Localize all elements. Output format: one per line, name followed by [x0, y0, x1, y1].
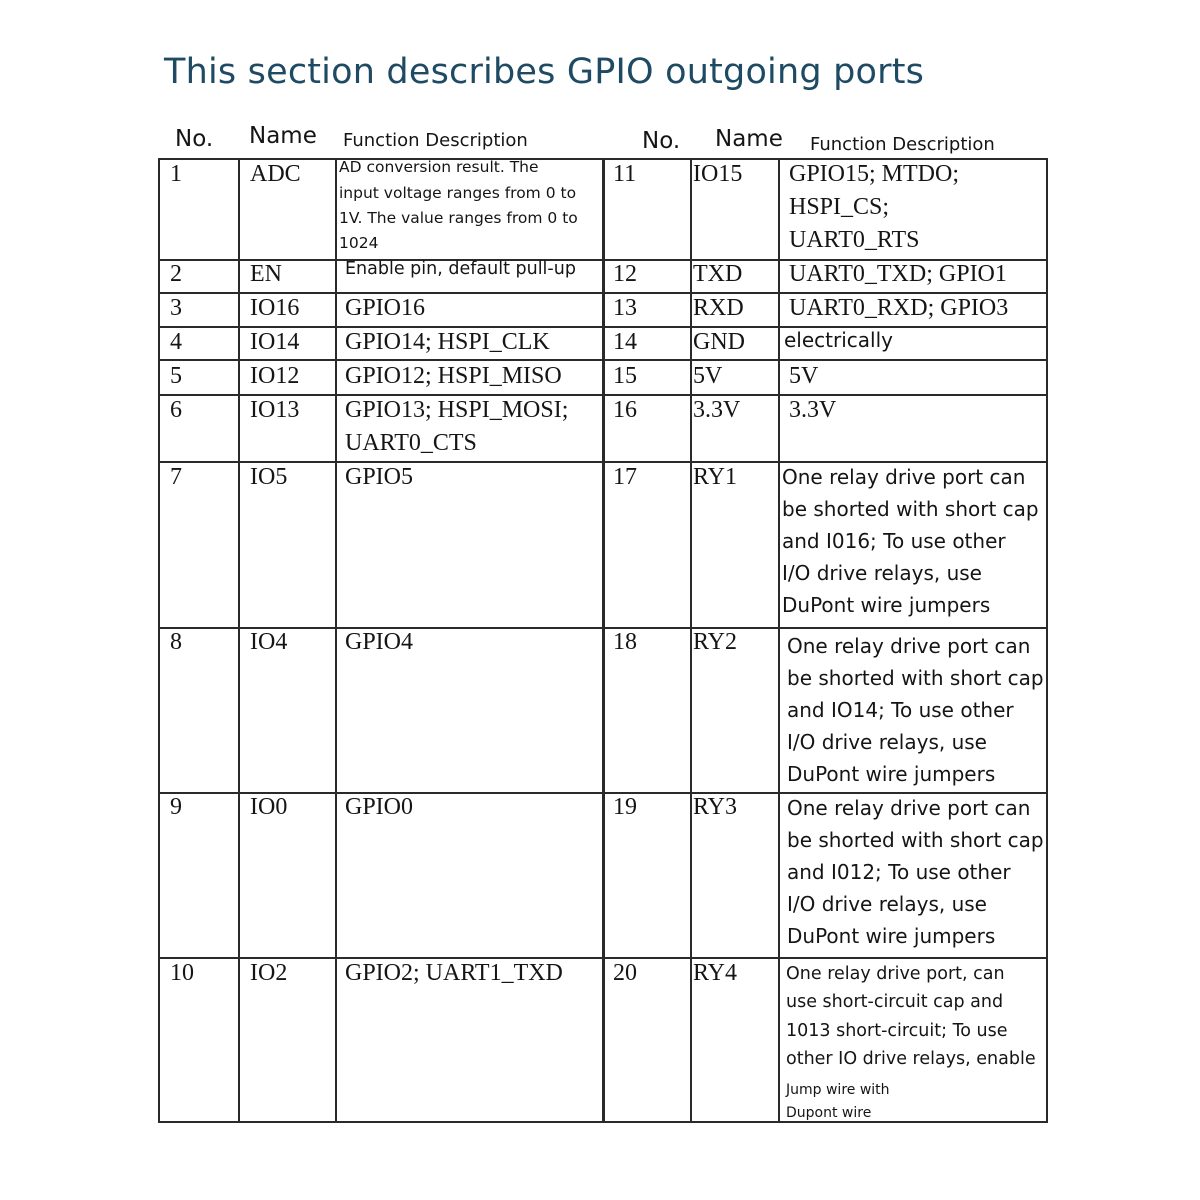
- desc-line: One relay drive port can: [787, 634, 1031, 658]
- col-divider: [690, 160, 692, 1121]
- table-cell-name: RXD: [693, 295, 744, 321]
- table-cell-no: 10: [170, 960, 194, 986]
- desc-line: 1013 short-circuit; To use: [786, 1021, 1008, 1041]
- table-cell-no: 6: [170, 397, 182, 423]
- table-cell-name: EN: [250, 261, 282, 287]
- desc-line: Jump wire with: [786, 1082, 890, 1098]
- table-cell-name: GND: [693, 329, 745, 355]
- col-divider: [238, 160, 240, 1121]
- table-cell-desc: GPIO5: [345, 464, 414, 490]
- desc-line: I/O drive relays, use: [782, 561, 982, 585]
- table-cell-name: ADC: [250, 161, 301, 187]
- table-cell-name: IO15: [693, 161, 743, 187]
- table-cell-desc: UART0_TXD; GPIO1: [789, 261, 1007, 287]
- desc-line: DuPont wire jumpers: [787, 762, 996, 786]
- desc-line: 1024: [339, 234, 379, 252]
- table-cell-name: IO2: [250, 960, 288, 986]
- table-cell-desc: 5V: [789, 363, 819, 389]
- header-left-no: No.: [175, 126, 214, 152]
- desc-line: HSPI_CS;: [789, 194, 890, 220]
- page-title: This section describes GPIO outgoing ports: [164, 52, 925, 92]
- table-cell-name: IO12: [250, 363, 300, 389]
- desc-line: UART0_CTS: [345, 430, 477, 456]
- header-left-name: Name: [249, 123, 317, 149]
- table-cell-no: 7: [170, 464, 182, 490]
- desc-line: UART0_RTS: [789, 227, 920, 253]
- table-cell-name: RY3: [693, 794, 738, 820]
- table-cell-name: IO0: [250, 794, 288, 820]
- table-cell-name: IO5: [250, 464, 288, 490]
- desc-line: I/O drive relays, use: [787, 892, 987, 916]
- table-cell-desc: GPIO2; UART1_TXD: [345, 960, 563, 986]
- table-cell-desc: UART0_RXD; GPIO3: [789, 295, 1009, 321]
- desc-line: be shorted with short cap: [787, 828, 1044, 852]
- table-cell-no: 16: [613, 397, 637, 423]
- desc-line: and I016; To use other: [782, 529, 1006, 553]
- table-cell-name: RY1: [693, 464, 738, 490]
- table-cell-no: 17: [613, 464, 637, 490]
- desc-line: DuPont wire jumpers: [787, 924, 996, 948]
- table-cell-name: IO16: [250, 295, 300, 321]
- table-cell-desc: GPIO16: [345, 295, 426, 321]
- table-cell-no: 2: [170, 261, 182, 287]
- table-cell-no: 19: [613, 794, 637, 820]
- table-cell-no: 15: [613, 363, 637, 389]
- table-cell-no: 14: [613, 329, 637, 355]
- header-right-no: No.: [642, 128, 681, 154]
- table-cell-no: 20: [613, 960, 637, 986]
- col-divider: [778, 160, 780, 1121]
- header-left-desc: Function Description: [343, 130, 528, 151]
- table-cell-desc: GPIO0: [345, 794, 414, 820]
- desc-line: DuPont wire jumpers: [782, 593, 991, 617]
- table-cell-name: IO4: [250, 629, 288, 655]
- desc-line: and I012; To use other: [787, 860, 1011, 884]
- table-cell-name: TXD: [693, 261, 743, 287]
- table-cell-desc: Enable pin, default pull-up: [345, 259, 576, 279]
- desc-line: I/O drive relays, use: [787, 730, 987, 754]
- desc-line: One relay drive port, can: [786, 964, 1005, 984]
- table-cell-name: 3.3V: [693, 397, 741, 423]
- table-cell-desc: GPIO12; HSPI_MISO: [345, 363, 562, 389]
- table-cell-no: 12: [613, 261, 637, 287]
- table-cell-no: 1: [170, 161, 182, 187]
- table-cell-desc: GPIO14; HSPI_CLK: [345, 329, 550, 355]
- col-divider: [335, 160, 337, 1121]
- desc-line: be shorted with short cap: [782, 497, 1039, 521]
- table-cell-desc: GPIO4: [345, 629, 414, 655]
- desc-line: Dupont wire: [786, 1105, 872, 1121]
- header-right-name: Name: [715, 126, 783, 152]
- table-cell-name: RY2: [693, 629, 738, 655]
- table-cell-no: 4: [170, 329, 182, 355]
- desc-line: GPIO15; MTDO;: [789, 161, 960, 187]
- desc-line: AD conversion result. The: [339, 158, 539, 176]
- desc-line: and IO14; To use other: [787, 698, 1014, 722]
- table-cell-no: 5: [170, 363, 182, 389]
- col-divider: [602, 160, 605, 1121]
- table-cell-no: 8: [170, 629, 182, 655]
- table-cell-name: IO14: [250, 329, 300, 355]
- table-cell-name: 5V: [693, 363, 723, 389]
- desc-line: input voltage ranges from 0 to: [339, 184, 577, 202]
- desc-line: One relay drive port can: [787, 796, 1031, 820]
- desc-line: 1V. The value ranges from 0 to: [339, 209, 578, 227]
- table-cell-no: 9: [170, 794, 182, 820]
- desc-line: One relay drive port can: [782, 465, 1026, 489]
- table-cell-no: 11: [613, 161, 637, 187]
- table-cell-no: 3: [170, 295, 182, 321]
- desc-line: other IO drive relays, enable: [786, 1049, 1036, 1069]
- desc-line: be shorted with short cap: [787, 666, 1044, 690]
- table-cell-no: 13: [613, 295, 637, 321]
- table-cell-name: IO13: [250, 397, 300, 423]
- table-cell-desc: electrically: [784, 328, 893, 352]
- desc-line: use short-circuit cap and: [786, 992, 1004, 1012]
- table-cell-no: 18: [613, 629, 637, 655]
- desc-line: GPIO13; HSPI_MOSI;: [345, 397, 569, 423]
- table-cell-desc: 3.3V: [789, 397, 837, 423]
- table-cell-name: RY4: [693, 960, 738, 986]
- header-right-desc: Function Description: [810, 134, 995, 155]
